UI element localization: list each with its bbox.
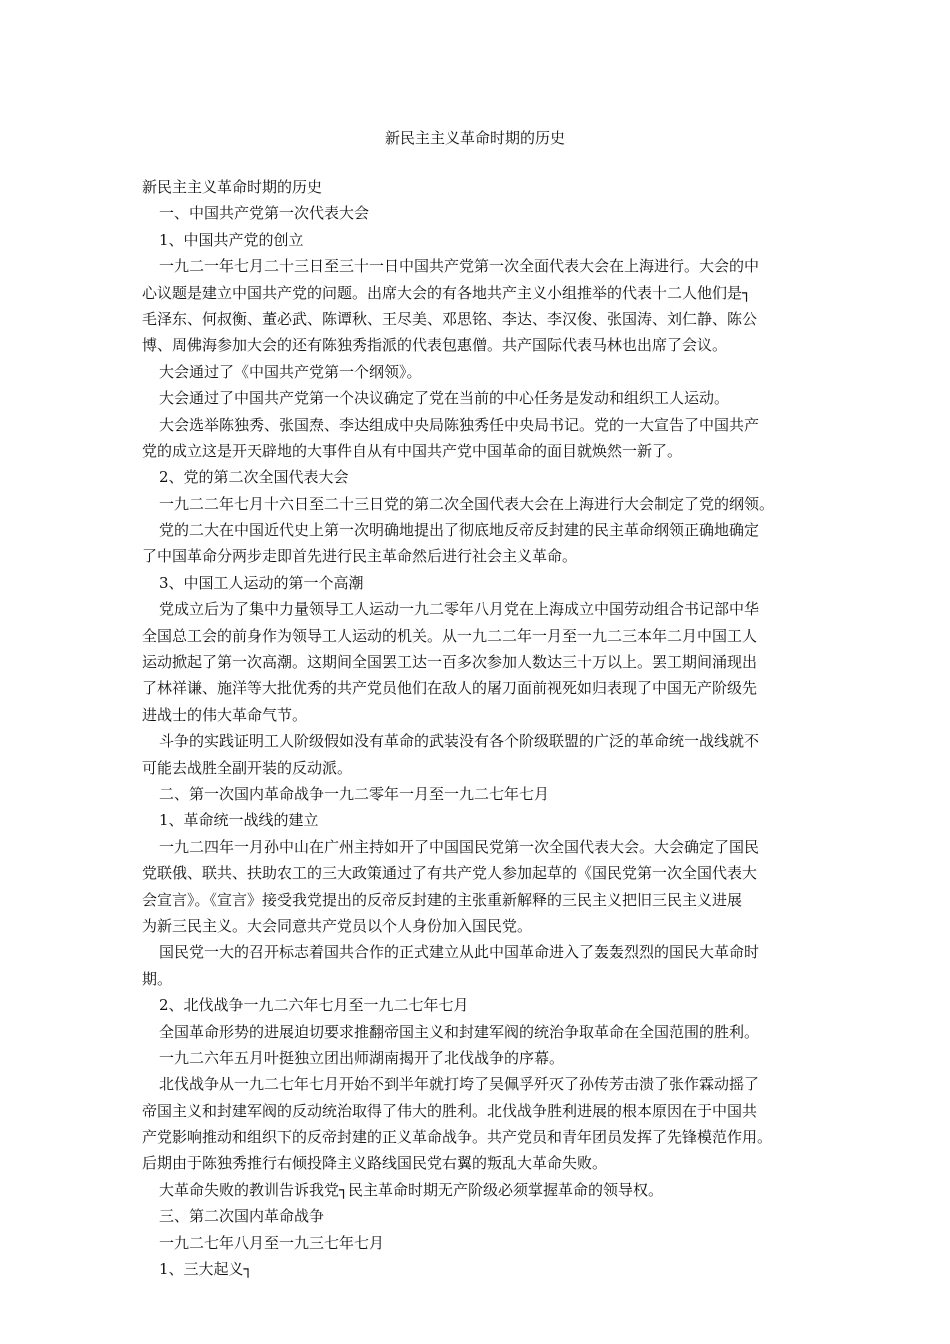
paragraph-line: 心议题是建立中国共产党的问题。出席大会的有各地共产主义小组推举的代表十二人他们是┐ [142,283,752,302]
paragraph-line: 一九二一年七月二十三日至三十一日中国共产党第一次全面代表大会在上海进行。大会的中 [159,257,760,276]
paragraph-line: 一九二二年七月十六日至二十三日党的第二次全国代表大会在上海进行大会制定了党的纲领。 [159,494,775,513]
subsection-heading: 2、党的第二次全国代表大会 [159,468,349,487]
section-heading: 一、中国共产党第一次代表大会 [159,204,370,223]
paragraph-line: 党成立后为了集中力量领导工人运动一九二零年八月党在上海成立中国劳动组合书记部中华 [159,600,760,619]
paragraph-line: 毛泽东、何叔衡、董必武、陈谭秋、王尽美、邓思铭、李达、李汉俊、张国涛、刘仁静、陈公 [142,309,758,328]
paragraph-line: 一九二四年一月孙中山在广州主持如开了中国国民党第一次全国代表大会。大会确定了国民 [159,837,760,856]
paragraph-line: 为新三民主义。大会同意共产党员以个人身份加入国民党。 [142,916,533,935]
paragraph-line: 一九二七年八月至一九三七年七月 [159,1233,385,1252]
paragraph-line: 大会通过了中国共产党第一个决议确定了党在当前的中心任务是发动和组织工人运动。 [159,389,730,408]
subsection-heading: 2、北伐战争一九二六年七月至一九二七年七月 [159,996,469,1015]
subsection-heading: 1、中国共产党的创立 [159,230,304,249]
paragraph-line: 期。 [142,969,173,988]
section-heading: 三、第二次国内革命战争 [159,1207,325,1226]
paragraph-line: 会宣言》。《宣言》接受我党提出的反帝反封建的主张重新解释的三民主义把旧三民主义进展 [142,890,743,909]
paragraph-line: 党的二大在中国近代史上第一次明确地提出了彻底地反帝反封建的民主革命纲领正确地确定 [159,521,760,540]
paragraph-line: 党的成立这是开天辟地的大事件自从有中国共产党中国革命的面目就焕然一新了。 [142,441,683,460]
section-heading: 二、第一次国内革命战争一九二零年一月至一九二七年七月 [159,784,550,803]
paragraph-line: 全国总工会的前身作为领导工人运动的机关。从一九二二年一月至一九二三本年二月中国工人 [142,626,758,645]
paragraph-line: 了中国革命分两步走即首先进行民主革命然后进行社会主义革命。 [142,547,578,566]
body-heading: 新民主主义革命时期的历史 [142,178,323,196]
paragraph-line: 北伐战争从一九二七年七月开始不到半年就打垮了吴佩孚歼灭了孙传芳击溃了张作霖动摇了 [159,1075,760,1094]
paragraph-line: 大会选举陈独秀、张国焘、李达组成中央局陈独秀任中央局书记。党的一大宣告了中国共产 [159,415,760,434]
paragraph-line: 帝国主义和封建军阀的反动统治取得了伟大的胜利。北伐战争胜利进展的根本原因在于中国共 [142,1101,758,1120]
paragraph-line: 了林祥谦、施洋等大批优秀的共产党员他们在敌人的屠刀面前视死如归表现了中国无产阶级先 [142,679,758,698]
paragraph-line: 产党影响推动和组织下的反帝封建的正义革命战争。共产党员和青年团员发挥了先锋模范作用。 [142,1128,773,1147]
document-body [142,174,812,1282]
paragraph-line: 进战士的伟大革命气节。 [142,705,308,724]
paragraph-line: 斗争的实践证明工人阶级假如没有革命的武装没有各个阶级联盟的广泛的革命统一战线就不 [159,732,760,751]
subsection-heading: 1、三大起义┐ [159,1260,253,1279]
paragraph-line: 大革命失败的教训告诉我党┐民主革命时期无产阶级必须掌握革命的领导权。 [159,1180,664,1199]
subsection-heading: 3、中国工人运动的第一个高潮 [159,573,364,592]
paragraph-line: 博、周佛海参加大会的还有陈独秀指派的代表包惠僧。共产国际代表马林也出席了会议。 [142,336,728,355]
document-title: 新民主主义革命时期的历史 [384,129,565,147]
paragraph-line: 一九二六年五月叶挺独立团出师湖南揭开了北伐战争的序幕。 [159,1048,565,1067]
paragraph-line: 可能去战胜全副开装的反动派。 [142,758,353,777]
subsection-heading: 1、革命统一战线的建立 [159,811,319,830]
paragraph-line: 全国革命形势的进展迫切要求推翻帝国主义和封建军阀的统治争取革命在全国范围的胜利。 [159,1022,760,1041]
paragraph-line: 大会通过了《中国共产党第一个纲领》。 [159,362,422,381]
paragraph-line: 党联俄、联共、扶助农工的三大政策通过了有共产党人参加起草的《国民党第一次全国代表大 [142,864,758,883]
paragraph-line: 运动掀起了第一次高潮。这期间全国罢工达一百多次参加人数达三十万以上。罢工期间涌现出 [142,653,758,672]
paragraph-line: 国民党一大的召开标志着国共合作的正式建立从此中国革命进入了轰轰烈烈的国民大革命时 [159,943,760,962]
paragraph-line: 后期由于陈独秀推行右倾投降主义路线国民党右翼的叛乱大革命失败。 [142,1154,608,1173]
